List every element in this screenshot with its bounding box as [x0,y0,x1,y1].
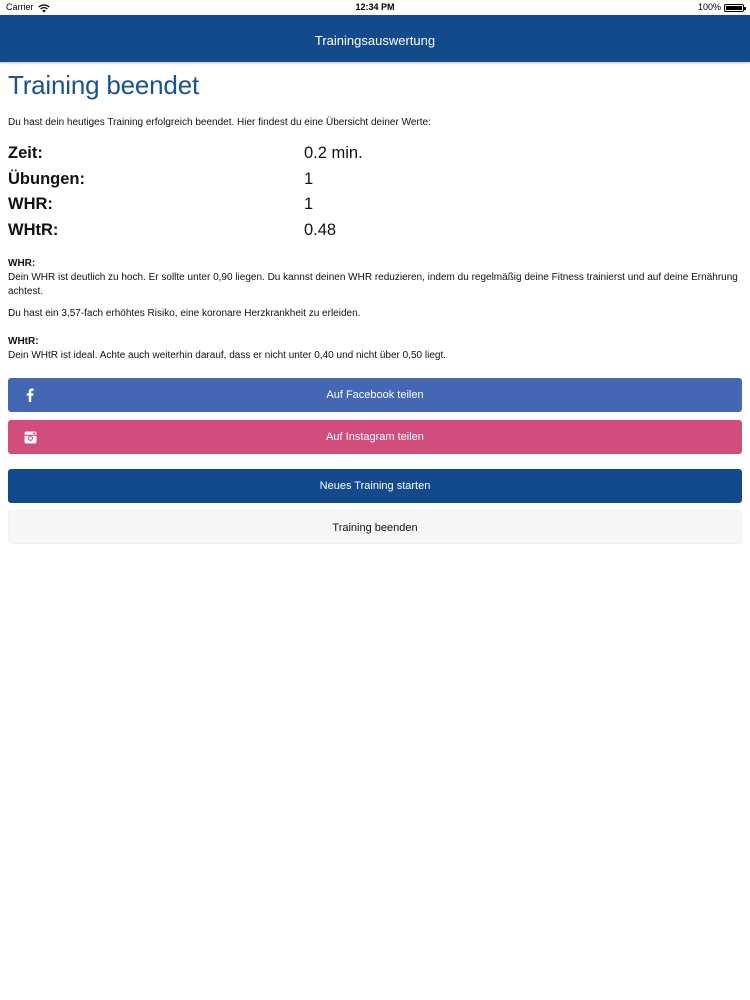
whr-risk-text: Du hast ein 3,57-fach erhöhtes Risiko, eine koronare Herzkrankheit zu erleiden. [8,308,361,319]
end-training-button[interactable] [8,510,742,544]
stat-value: 1 [304,195,314,214]
whr-info [8,257,742,321]
stat-label: WHtR: [8,220,59,239]
status-time: 12:34 PM [355,2,395,12]
end-training-label: Training beenden [332,522,418,534]
stat-value: 0.48 [304,220,337,239]
battery-icon [724,4,744,12]
instagram-icon [23,420,37,454]
facebook-icon [23,378,37,412]
carrier-label: Carrier [6,2,34,12]
stat-row-whtr [8,218,742,244]
whr-info-text: Dein WHR ist deutlich zu hoch. Er sollte unter 0,90 liegen. Du kannst deinen WHR reduzieren, indem du regelmäßig deine Fitness trainierst und auf deine Ernährung achtest. [8,272,738,297]
whtr-info-text: Dein WHtR ist ideal. Achte auch weiterhin darauf, dass er nicht unter 0,40 und nicht über 0,50 liegt. [8,350,447,361]
battery-percent: 100% [697,2,721,12]
stat-row-time [8,141,742,167]
status-right [698,0,744,15]
nav-title: Trainingsauswertung [314,33,436,48]
stat-label: Übungen: [8,169,85,188]
main-content [8,62,742,363]
intro-text: Du hast dein heutiges Training erfolgreich beendet. Hier findest du eine Übersicht deiner Werte: [8,117,431,128]
share-instagram-button[interactable] [8,420,742,454]
whr-info-title: WHR: [8,258,36,269]
share-facebook-label: Auf Facebook teilen [326,389,424,401]
whtr-info-title: WHtR: [8,336,39,347]
stat-label: Zeit: [8,144,43,163]
stats-table [8,141,742,243]
stat-label: WHR: [8,195,53,214]
page-title: Training beendet [8,70,199,100]
nav-bar [0,15,750,62]
share-facebook-button[interactable] [8,378,742,412]
status-bar [0,0,750,15]
stat-row-whr [8,192,742,218]
stat-value: 0.2 min. [304,144,363,163]
share-instagram-label: Auf Instagram teilen [326,431,424,443]
stat-value: 1 [304,169,314,188]
new-training-label: Neues Training starten [319,480,431,492]
whtr-info [8,335,742,363]
new-training-button[interactable] [8,469,742,503]
stat-row-exercises [8,167,742,193]
